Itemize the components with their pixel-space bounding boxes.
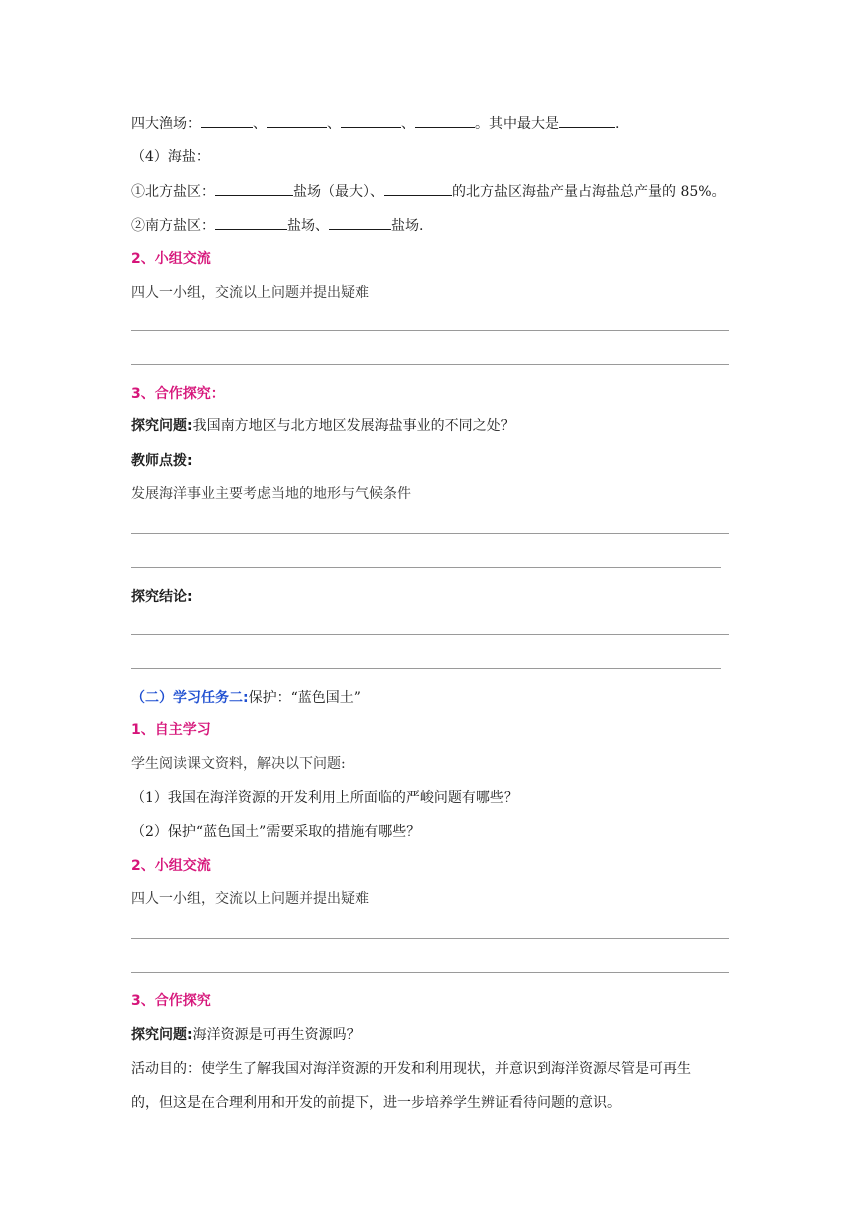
answer-rule[interactable] <box>131 938 729 939</box>
group-discussion-heading: 2、小组交流 <box>131 251 211 267</box>
answer-rule[interactable] <box>131 972 729 973</box>
teacher-tip-label: 教师点拨: <box>131 453 193 469</box>
inquiry-question-line-2 <box>131 1025 361 1045</box>
south-salt-blank-2[interactable] <box>329 215 391 230</box>
salt-heading: （4）海盐： <box>131 149 210 165</box>
south-salt-label: ②南方盐区： <box>131 218 215 234</box>
south-salt-mid: 盐场、 <box>287 218 329 234</box>
south-salt-line <box>131 215 423 236</box>
fishery-blank-4[interactable] <box>415 113 475 128</box>
task2-heading <box>131 688 361 708</box>
task2-heading-label: （二）学习任务二: <box>131 690 249 706</box>
task2-heading-title: 保护：“蓝色国土” <box>248 690 361 706</box>
south-salt-blank-1[interactable] <box>215 215 287 230</box>
largest-fishery-blank[interactable] <box>559 113 615 128</box>
period: . <box>615 116 620 132</box>
answer-rule[interactable] <box>131 634 729 635</box>
fishery-blank-3[interactable] <box>341 113 401 128</box>
coop-inquiry-heading: 3、合作探究： <box>131 386 225 402</box>
separator: 、 <box>401 116 415 132</box>
fishery-blank-1[interactable] <box>201 113 253 128</box>
answer-rule[interactable] <box>131 364 729 365</box>
north-salt-mid: 盐场（最大）、 <box>293 184 384 200</box>
answer-rule[interactable] <box>131 567 721 568</box>
activity-purpose-line-1: 活动目的：使学生了解我国对海洋资源的开发和利用现状，并意识到海洋资源尽管是可再生 <box>131 1061 691 1077</box>
inquiry-question-text-2: 海洋资源是可再生资源吗？ <box>192 1027 361 1043</box>
group-discussion-text: 四人一小组，交流以上问题并提出疑难 <box>131 285 369 301</box>
conclusion-label: 探究结论: <box>131 589 193 605</box>
north-salt-tail: 的北方盐区海盐产量占海盐总产量的 85%。 <box>452 184 726 200</box>
north-salt-blank-1[interactable] <box>215 181 293 196</box>
fisheries-suffix: 。其中最大是 <box>475 116 559 132</box>
fisheries-line <box>131 113 619 134</box>
coop-inquiry-heading-2: 3、合作探究 <box>131 993 211 1009</box>
fishery-blank-2[interactable] <box>267 113 327 128</box>
self-study-heading: 1、自主学习 <box>131 722 211 738</box>
answer-rule[interactable] <box>131 330 729 331</box>
teacher-tip-text: 发展海洋事业主要考虑当地的地形与气候条件 <box>131 486 411 502</box>
north-salt-line <box>131 181 726 202</box>
answer-rule[interactable] <box>131 668 721 669</box>
north-salt-blank-2[interactable] <box>384 181 452 196</box>
self-study-intro: 学生阅读课文资料，解决以下问题: <box>131 756 346 772</box>
separator: 、 <box>253 116 267 132</box>
inquiry-question-line <box>131 416 515 436</box>
group-discussion-heading-2: 2、小组交流 <box>131 858 211 874</box>
inquiry-question-label-2: 探究问题: <box>131 1027 193 1043</box>
group-discussion-text-2: 四人一小组，交流以上问题并提出疑难 <box>131 891 369 907</box>
fisheries-label: 四大渔场： <box>131 116 201 132</box>
answer-rule[interactable] <box>131 533 729 534</box>
south-salt-tail: 盐场. <box>391 218 424 234</box>
activity-purpose-line-2: 的，但这是在合理利用和开发的前提下，进一步培养学生辨证看待问题的意识。 <box>131 1095 621 1111</box>
north-salt-label: ①北方盐区： <box>131 184 215 200</box>
question-1: （1）我国在海洋资源的开发利用上所面临的严峻问题有哪些？ <box>131 790 518 806</box>
inquiry-question-label: 探究问题: <box>131 418 193 434</box>
inquiry-question-text: 我国南方地区与北方地区发展海盐事业的不同之处？ <box>192 418 515 434</box>
separator: 、 <box>327 116 341 132</box>
question-2: （2）保护“蓝色国土”需要采取的措施有哪些？ <box>131 824 421 840</box>
